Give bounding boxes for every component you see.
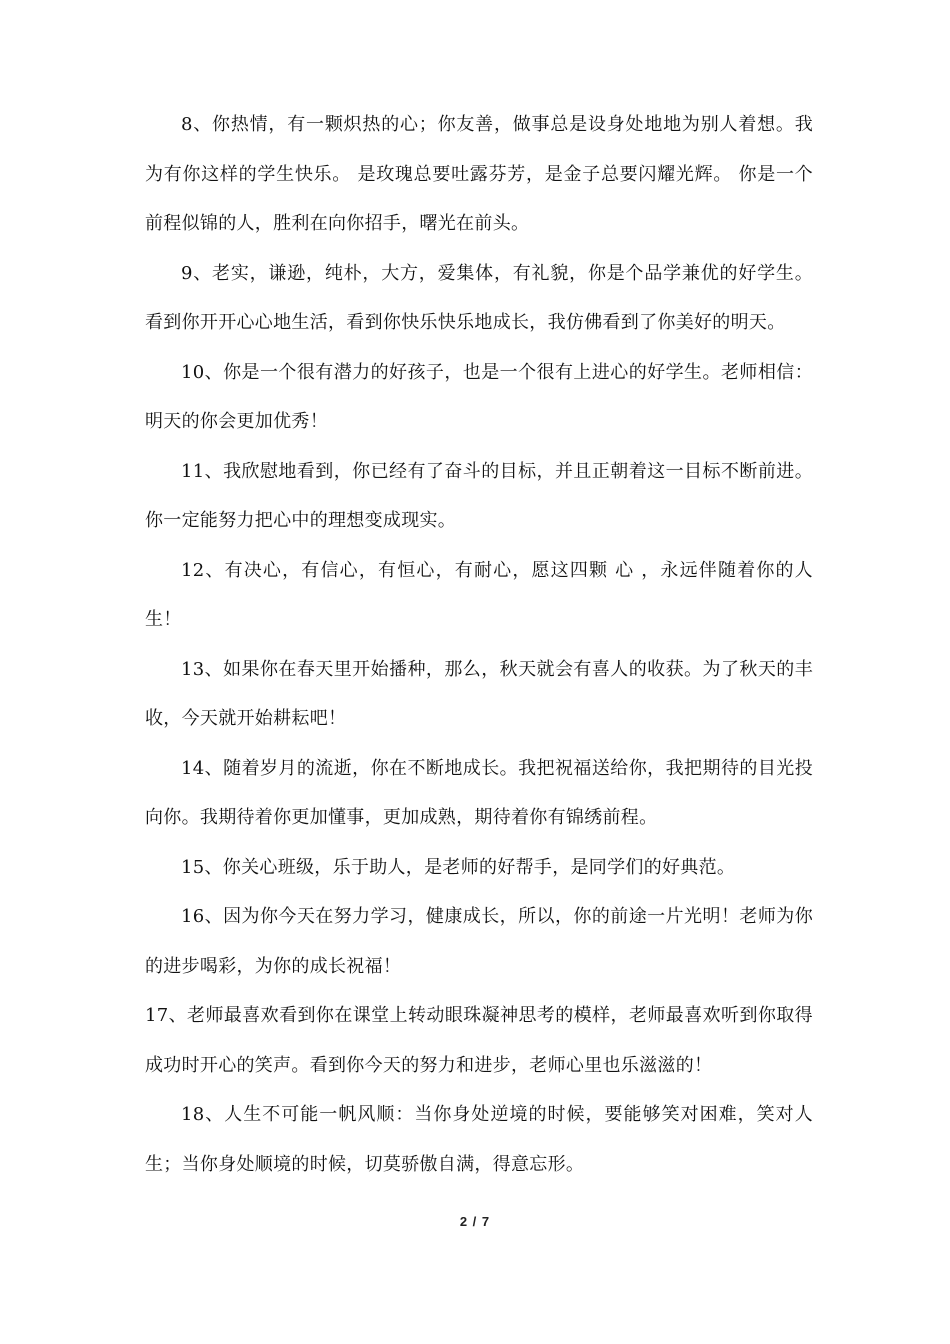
paragraph-15: 15、你关心班级，乐于助人，是老师的好帮手，是同学们的好典范。 [181, 856, 736, 878]
paragraph-16: 16、因为你今天在努力学习，健康成长，所以，你的前途一片光明！老师为你的进步喝彩，为你的成长祝福！ [145, 906, 813, 977]
paragraph-18: 18、人生不可能一帆风顺：当你身处逆境的时候，要能够笑对困难，笑对人生；当你身处顺境的时候，切莫骄傲自满，得意忘形。 [145, 1104, 813, 1175]
paragraph-8: 8、你热情，有一颗炽热的心；你友善，做事总是设身处地地为别人着想。我为有你这样的学生快乐。 是玫瑰总要吐露芬芳，是金子总要闪耀光辉。 你是一个前程似锦的人，胜利在向你招手，曙光在前头。 [145, 114, 813, 234]
paragraph-11: 11、我欣慰地看到，你已经有了奋斗的目标，并且正朝着这一目标不断前进。你一定能努力把心中的理想变成现实。 [145, 460, 813, 531]
paragraph-12: 12、有决心，有信心，有恒心，有耐心，愿这四颗 心 ，永远伴随着你的人生！ [145, 559, 813, 630]
paragraph-14: 14、随着岁月的流逝，你在不断地成长。我把祝福送给你，我把期待的目光投向你。我期待着你更加懂事，更加成熟，期待着你有锦绣前程。 [145, 757, 813, 828]
document-body [145, 100, 813, 1189]
paragraph-9: 9、老实，谦逊，纯朴，大方，爱集体，有礼貌，你是个品学兼优的好学生。看到你开开心心地生活，看到你快乐快乐地成长，我仿佛看到了你美好的明天。 [145, 262, 813, 333]
paragraph-10: 10、你是一个很有潜力的好孩子，也是一个很有上进心的好学生。老师相信：明天的你会更加优秀！ [145, 361, 813, 432]
page-number: 2 / 7 [459, 1214, 491, 1229]
paragraph-17: 17、老师最喜欢看到你在课堂上转动眼珠凝神思考的模样，老师最喜欢听到你取得成功时开心的笑声。看到你今天的努力和进步，老师心里也乐滋滋的！ [145, 1005, 813, 1076]
paragraph-13: 13、如果你在春天里开始播种，那么，秋天就会有喜人的收获。为了秋天的丰收，今天就开始耕耘吧！ [145, 658, 813, 729]
